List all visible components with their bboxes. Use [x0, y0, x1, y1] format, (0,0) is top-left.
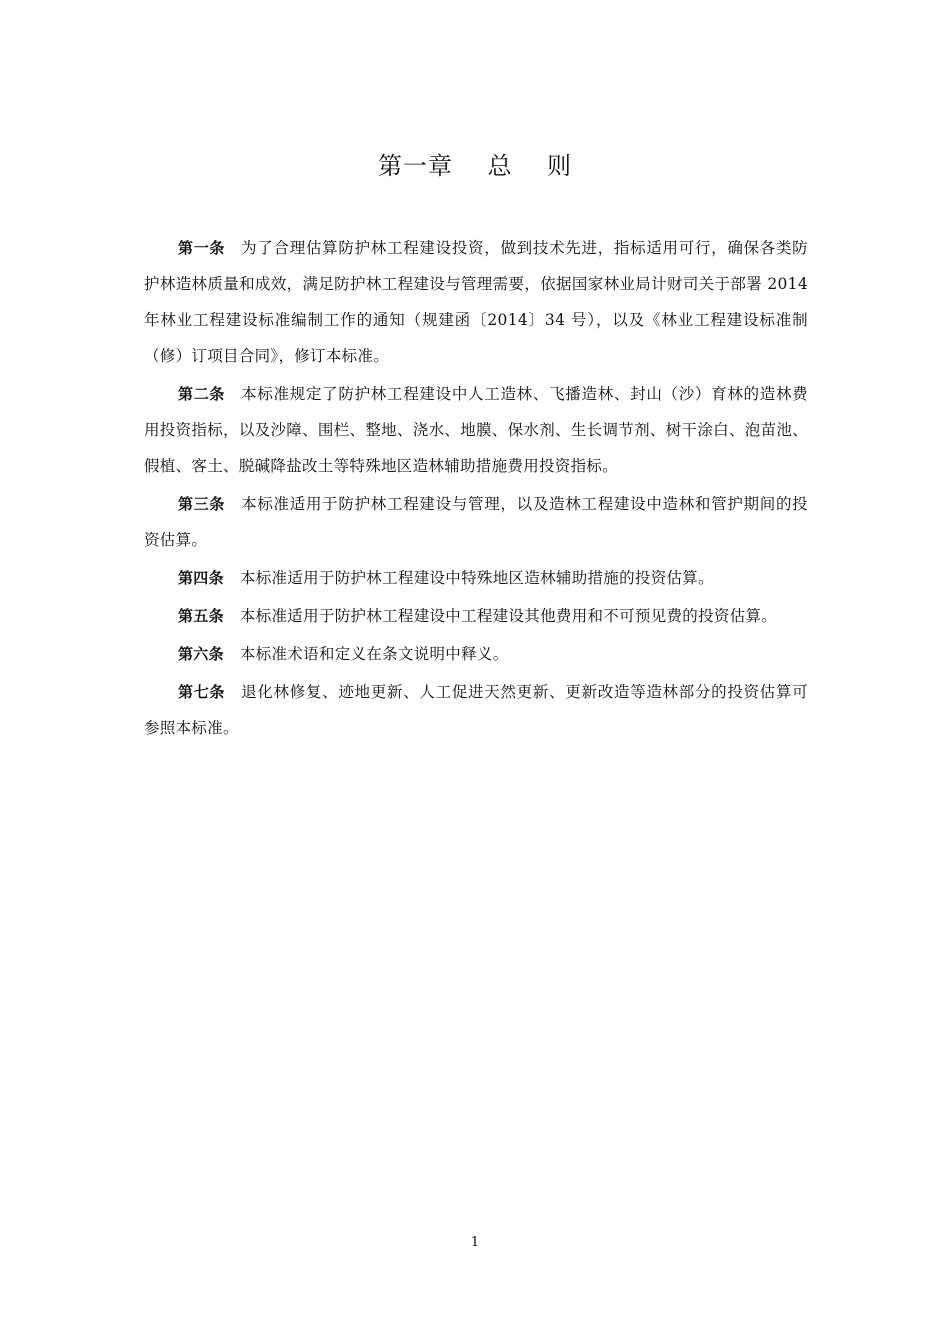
article-text: 本标准适用于防护林工程建设中特殊地区造林辅助措施的投资估算。 [239, 569, 714, 587]
article-text: 本标准术语和定义在条文说明中释义。 [239, 645, 509, 663]
article-number: 第四条 [178, 569, 224, 587]
article-text: 本标准适用于防护林工程建设中工程建设其他费用和不可预见费的投资估算。 [239, 607, 778, 625]
article-number: 第六条 [178, 645, 224, 663]
chapter-title: 第一章 总 则 [377, 152, 573, 180]
article-number: 第七条 [178, 683, 226, 701]
article-text: 退化林修复、迹地更新、人工促进天然更新、更新改造等造林部分的投资估算可参照本标准。 [144, 683, 808, 737]
article-number: 第一条 [178, 239, 226, 257]
article-1 [144, 230, 808, 374]
article-text: 本标准规定了防护林工程建设中人工造林、飞播造林、封山（沙）育林的造林费用投资指标，以及沙障、围栏、整地、浇水、地膜、保水剂、生长调节剂、树干涂白、泡苗池、假植、客土、脱碱降盐改土等特殊地区造林辅助措施费用投资指标。 [144, 385, 808, 475]
article-text: 为了合理估算防护林工程建设投资，做到技术先进，指标适用可行，确保各类防护林造林质量和成效，满足防护林工程建设与管理需要，依据国家林业局计财司关于部署 2014 年林业工程建设标准编制工作的通知（规建函〔2014〕34 号），以及《林业工程建设标准制（修）订项目合同》，修订本标准。 [144, 239, 808, 365]
page-number: 1 [470, 1235, 480, 1250]
article-number: 第三条 [178, 495, 226, 513]
article-3 [144, 486, 808, 558]
article-2 [144, 376, 808, 484]
article-number: 第五条 [178, 607, 224, 625]
article-6 [144, 636, 808, 672]
article-7 [144, 674, 808, 746]
article-4 [144, 560, 808, 596]
article-number: 第二条 [178, 385, 226, 403]
article-text: 本标准适用于防护林工程建设与管理，以及造林工程建设中造林和管护期间的投资估算。 [144, 495, 808, 549]
article-list [144, 230, 808, 748]
article-5 [144, 598, 808, 634]
